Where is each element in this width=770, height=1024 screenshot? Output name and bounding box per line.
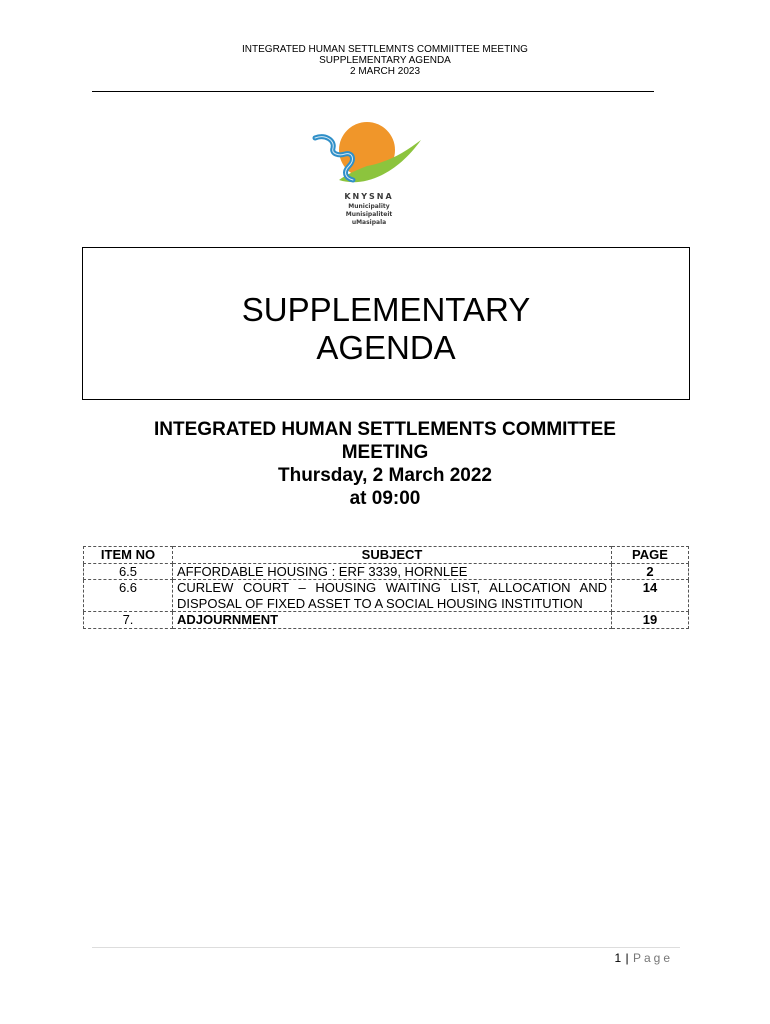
meeting-date: Thursday, 2 March 2022 [277,465,493,486]
item-subject: ADJOURNMENT [173,612,612,629]
item-number: 7. [84,612,173,629]
title-line-2: AGENDA [316,329,456,366]
document-title [83,291,689,367]
item-page: 2 [612,563,689,580]
meeting-info [80,418,690,510]
header-rule [92,91,654,92]
header-line-3: 2 MARCH 2023 [349,66,421,77]
item-page: 19 [612,612,689,629]
logo-subtitle-1: Municipality [348,203,390,210]
header-line-2: SUPPLEMENTARY AGENDA [319,55,451,66]
logo-subtitle-2: Munisipaliteit [345,211,393,218]
item-number: 6.5 [84,563,173,580]
page-footer [614,951,673,965]
knysna-logo [309,122,429,230]
meeting-name-line-1: INTEGRATED HUMAN SETTLEMENTS COMMITTEE [154,419,616,440]
title-box [82,247,690,400]
header-subject: SUBJECT [173,547,612,564]
page-label: Page [632,951,673,965]
meeting-name-line-2: MEETING [341,442,429,463]
table-row [84,580,689,612]
meeting-time: at 09:00 [349,488,421,509]
item-page: 14 [612,580,689,612]
footer-rule [92,947,680,948]
table-header-row [84,547,689,564]
item-subject: CURLEW COURT – HOUSING WAITING LIST, ALLOCATION AND DISPOSAL OF FIXED ASSET TO A SOCIAL HOUSING INSTITUTION [173,580,612,612]
logo-name: KNYSNA [344,192,394,201]
logo-subtitle-3: uMasipala [351,219,387,226]
agenda-table [83,546,689,629]
item-subject: AFFORDABLE HOUSING : ERF 3339, HORNLEE [173,563,612,580]
table-row [84,563,689,580]
header-page: PAGE [612,547,689,564]
item-number: 6.6 [84,580,173,612]
page-header [0,44,770,77]
table-row [84,612,689,629]
footer-separator: | [625,951,630,965]
logo-emblem-icon [309,122,429,192]
page-number: 1 [614,951,622,965]
title-line-1: SUPPLEMENTARY [241,291,531,328]
header-line-1: INTEGRATED HUMAN SETTLEMNTS COMMIITTEE MEETING [242,44,528,55]
header-item-no: ITEM NO [84,547,173,564]
